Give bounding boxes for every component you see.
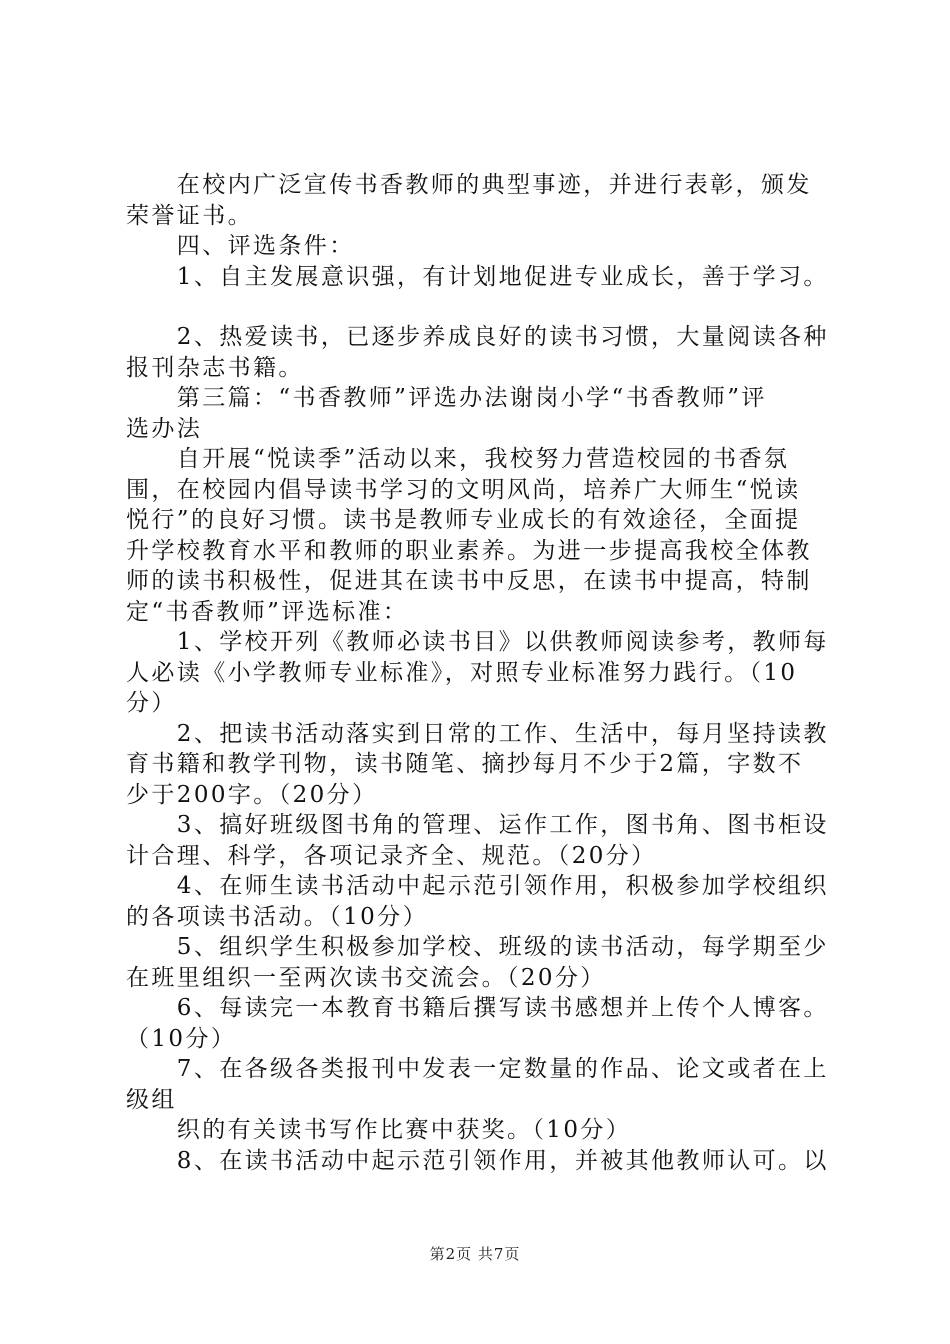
chapter-heading: 选办法 bbox=[126, 415, 203, 442]
text-line: 荣誉证书。 bbox=[126, 202, 253, 229]
text-line: 4、在师生读书活动中起示范引领作用，积极参加学校组织 bbox=[126, 873, 829, 899]
text-line: 围，在校园内倡导读书学习的文明风尚，培养广大师生“悦读 bbox=[126, 476, 801, 503]
text-line: 的各项读书活动。（10分） bbox=[126, 903, 428, 930]
text-line: 在校内广泛宣传书香教师的典型事迹，并进行表彰，颁发 bbox=[126, 172, 812, 198]
text-line: 5、组织学生积极参加学校、班级的读书活动，每学期至少 bbox=[126, 934, 829, 960]
text-line: 2、把读书活动落实到日常的工作、生活中，每月坚持读教 bbox=[126, 720, 829, 747]
text-line: 2、热爱读书，已逐步养成良好的读书习惯，大量阅读各种 bbox=[126, 324, 829, 350]
text-line: 3、搞好班级图书角的管理、运作工作，图书角、图书柜设 bbox=[126, 812, 829, 838]
text-line: 1、学校开列《教师必读书目》以供教师阅读参考，教师每 bbox=[126, 629, 829, 655]
text-line: 分） bbox=[126, 690, 177, 716]
chapter-heading: 第三篇：“书香教师”评选办法谢岗小学“书香教师”评 bbox=[126, 385, 767, 411]
text-line: 育书籍和教学刊物，读书随笔、摘抄每月不少于2篇，字数不 bbox=[126, 751, 804, 777]
text-line: 7、在各级各类报刊中发表一定数量的作品、论文或者在上 bbox=[126, 1056, 829, 1082]
text-line: 级组 bbox=[126, 1086, 177, 1113]
text-line: 悦行”的良好习惯。读书是教师专业成长的有效途径，全面提 bbox=[126, 507, 801, 533]
text-line: 8、在读书活动中起示范引领作用，并被其他教师认可。以 bbox=[126, 1147, 829, 1174]
text-line: 定“书香教师”评选标准： bbox=[126, 598, 409, 625]
text-line: 人必读《小学教师专业标准》，对照专业标准努力践行。（10 bbox=[126, 659, 798, 686]
text-line: 少于200字。（20分） bbox=[126, 781, 378, 808]
text-line: 织的有关读书写作比赛中获奖。（10分） bbox=[126, 1117, 632, 1143]
blank-line bbox=[126, 292, 831, 322]
text-line: 6、每读完一本教育书籍后撰写读书感想并上传个人博客。 bbox=[126, 995, 829, 1021]
text-line: （10分） bbox=[126, 1025, 237, 1052]
document-body bbox=[126, 170, 831, 1176]
page-number-footer: 第2页 共7页 bbox=[429, 1245, 521, 1263]
text-line: 1、自主发展意识强，有计划地促进专业成长，善于学习。 bbox=[126, 263, 829, 290]
text-line: 自开展“悦读季”活动以来，我校努力营造校园的书香氛 bbox=[126, 446, 790, 472]
section-heading: 四、评选条件： bbox=[126, 233, 355, 259]
text-line: 计合理、科学，各项记录齐全、规范。（20分） bbox=[126, 842, 657, 869]
text-line: 升学校教育水平和教师的职业素养。为进一步提高我校全体教 bbox=[126, 537, 812, 564]
text-line: 师的读书积极性，促进其在读书中反思，在读书中提高，特制 bbox=[126, 568, 812, 594]
text-line: 在班里组织一至两次读书交流会。（20分） bbox=[126, 964, 606, 991]
text-line: 报刊杂志书籍。 bbox=[126, 354, 304, 381]
